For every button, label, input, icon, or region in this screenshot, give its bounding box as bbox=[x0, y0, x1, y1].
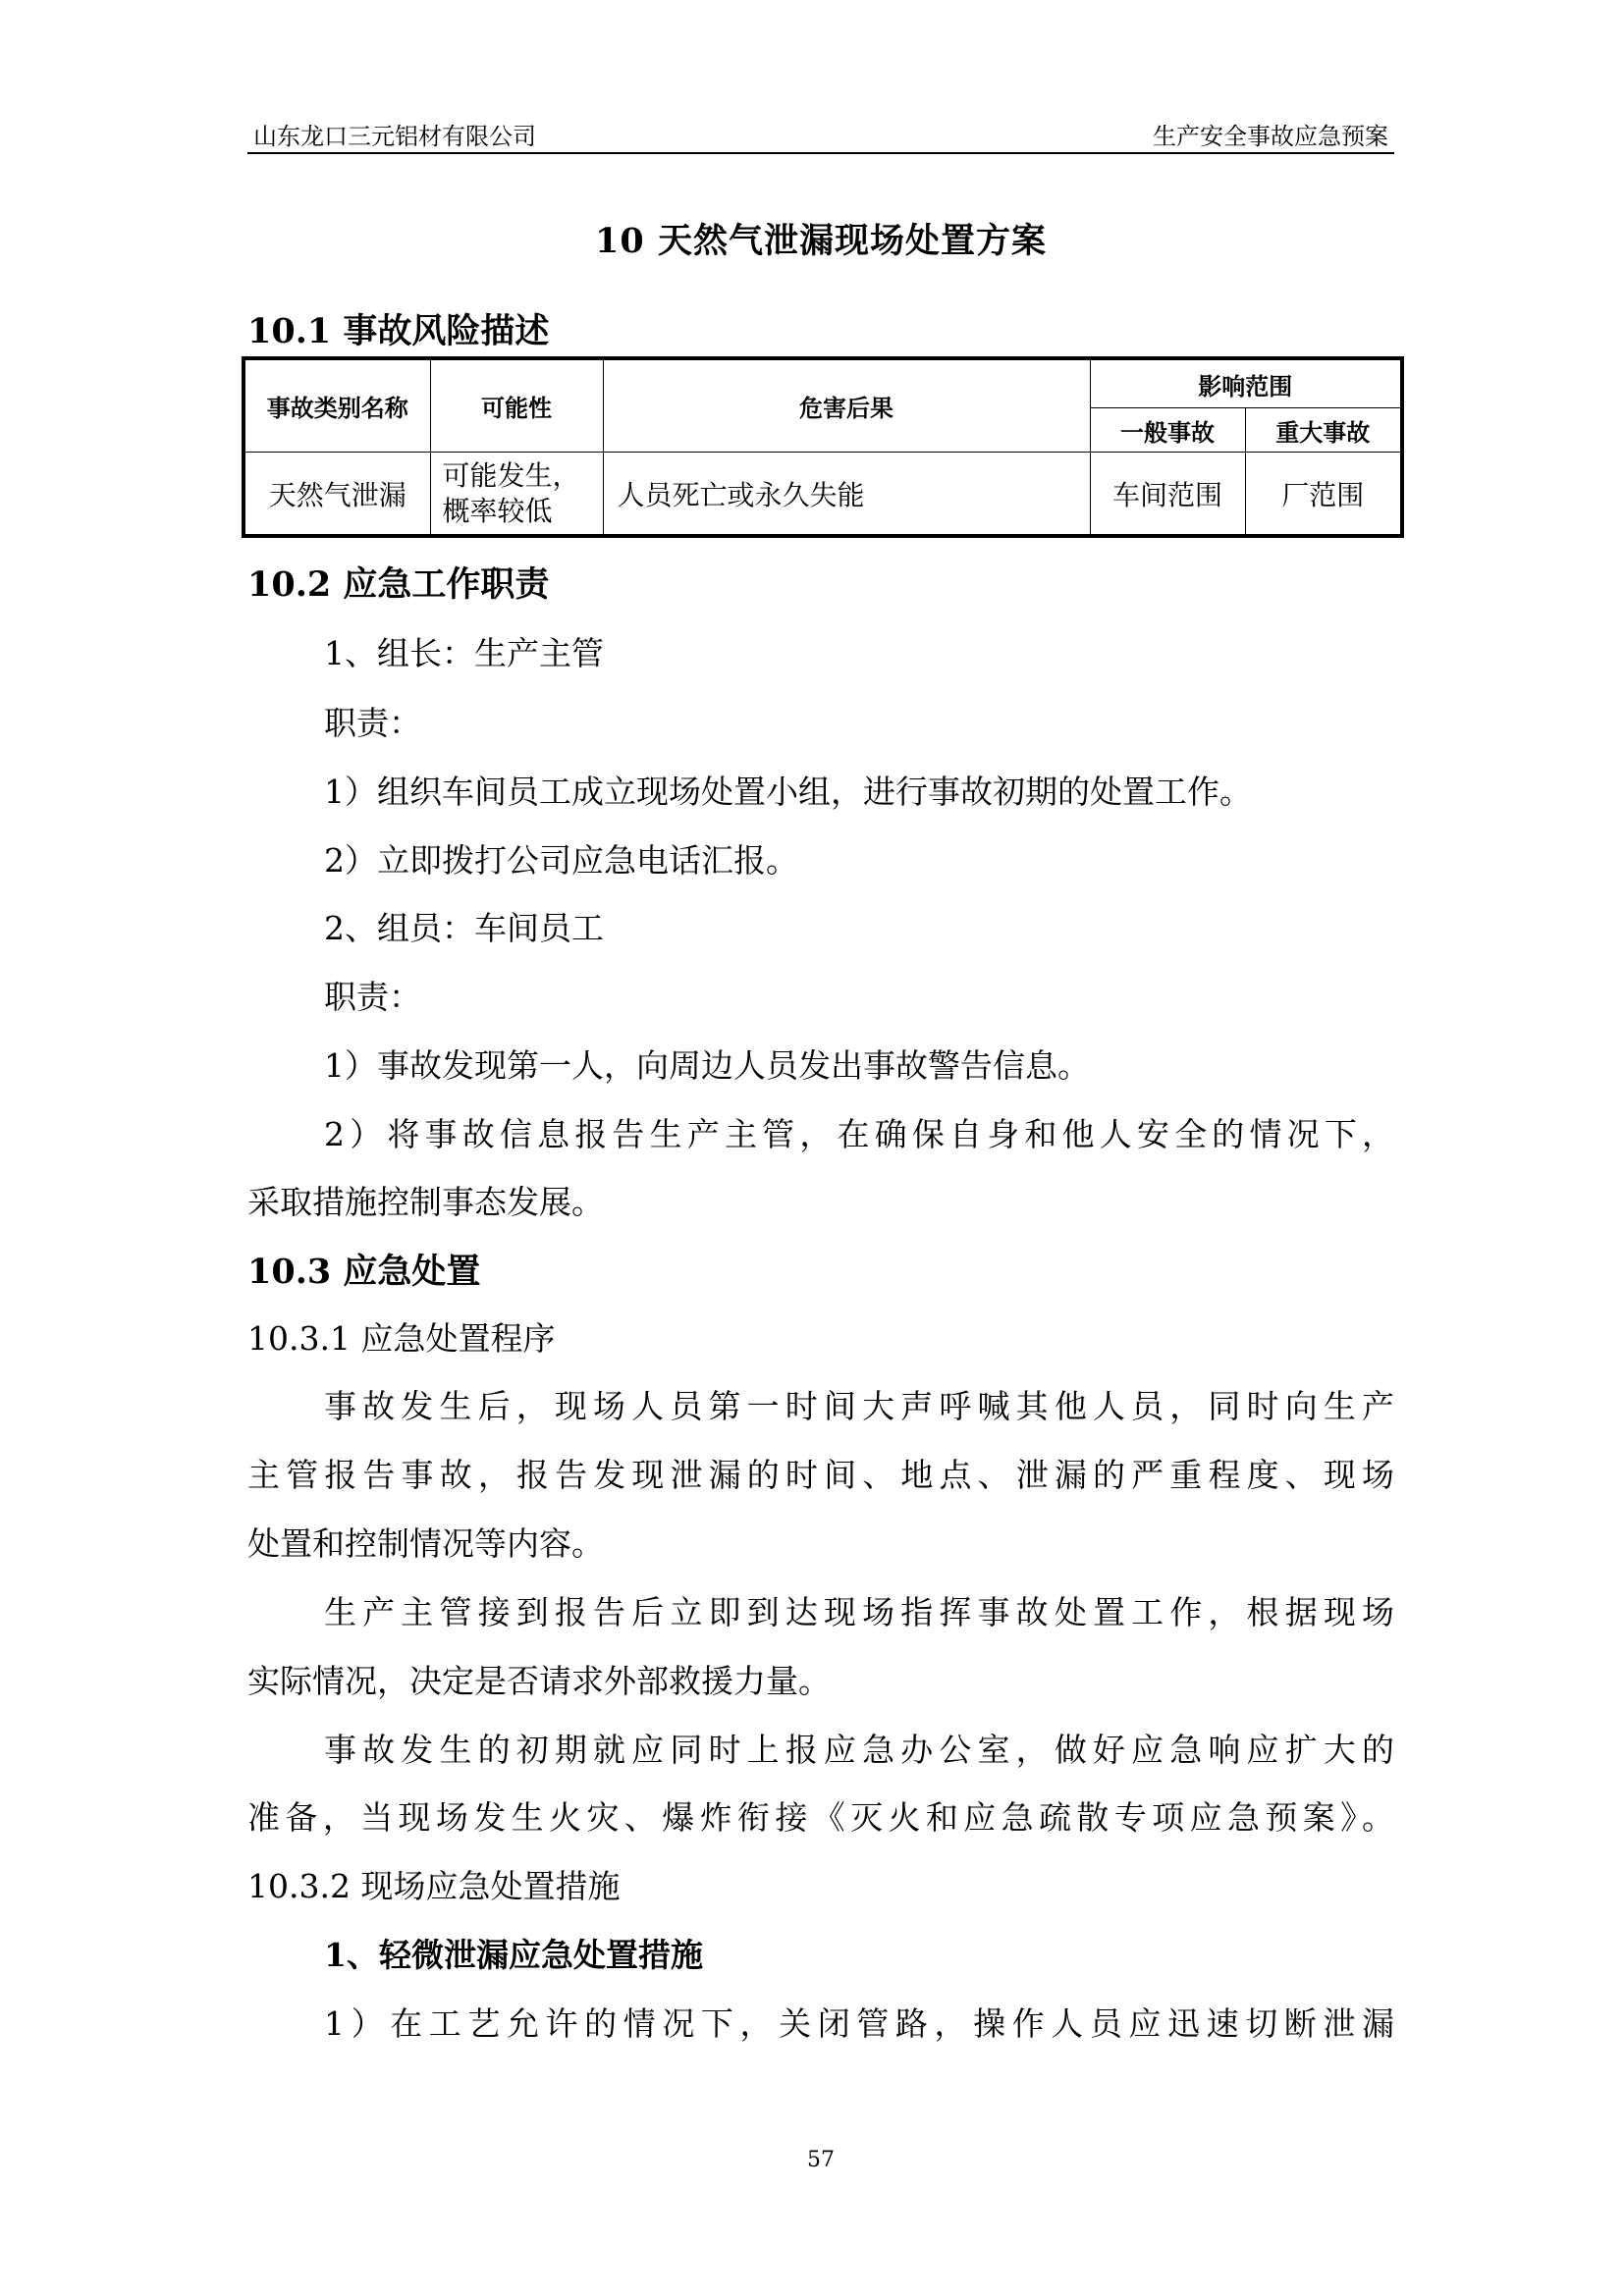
header-possibility: 可能性 bbox=[430, 358, 603, 453]
paragraph-line: 准备，当现场发生火灾、爆炸衔接《灭火和应急疏散专项应急预案》。 bbox=[247, 1798, 1394, 1837]
paragraph-line: 事故发生的初期就应同时上报应急办公室，做好应急响应扩大的 bbox=[324, 1731, 1394, 1769]
cell-general: 车间范围 bbox=[1090, 453, 1245, 536]
cell-consequence: 人员死亡或永久失能 bbox=[603, 453, 1090, 536]
table-row bbox=[244, 453, 1402, 536]
risk-table bbox=[242, 356, 1404, 538]
header-doc-title: 生产安全事故应急预案 bbox=[1153, 123, 1388, 150]
subsection-10-3-2-heading: 10.3.2 现场应急处置措施 bbox=[247, 1867, 621, 1905]
paragraph-line: 生产主管接到报告后立即到达现场指挥事故处置工作，根据现场 bbox=[324, 1593, 1394, 1631]
page-title: 10 天然气泄漏现场处置方案 bbox=[595, 221, 1047, 261]
paragraph-line: 2、组员：车间员工 bbox=[324, 909, 604, 947]
section-10-2-heading: 10.2 应急工作职责 bbox=[247, 564, 550, 605]
paragraph-line: 处置和控制情况等内容。 bbox=[247, 1524, 604, 1563]
paragraph-line: 采取措施控制事态发展。 bbox=[247, 1183, 604, 1221]
cell-major: 厂范围 bbox=[1245, 453, 1402, 536]
page-number: 57 bbox=[807, 2148, 835, 2172]
header-general: 一般事故 bbox=[1090, 408, 1245, 453]
paragraph-line: 职责： bbox=[324, 978, 421, 1016]
paragraph-line: 实际情况，决定是否请求外部救援力量。 bbox=[247, 1662, 831, 1700]
paragraph-line: 1）组织车间员工成立现场处置小组，进行事故初期的处置工作。 bbox=[324, 773, 1252, 811]
paragraph-line: 2）将事故信息报告生产主管，在确保自身和他人安全的情况下， bbox=[324, 1115, 1394, 1153]
bold-item-heading: 1、轻微泄漏应急处置措施 bbox=[324, 1936, 703, 1974]
header-scope: 影响范围 bbox=[1090, 358, 1402, 408]
paragraph-line: 1）事故发现第一人，向周边人员发出事故警告信息。 bbox=[324, 1046, 1090, 1085]
paragraph-line: 1、组长：生产主管 bbox=[324, 634, 604, 672]
paragraph-line: 职责： bbox=[324, 704, 421, 742]
subsection-10-3-1-heading: 10.3.1 应急处置程序 bbox=[247, 1319, 556, 1358]
section-10-3-heading: 10.3 应急处置 bbox=[247, 1252, 481, 1292]
section-10-1-heading: 10.1 事故风险描述 bbox=[247, 311, 550, 351]
cell-possibility bbox=[430, 453, 603, 536]
header-major: 重大事故 bbox=[1245, 408, 1402, 453]
cell-possibility-line2: 概率较低 bbox=[442, 494, 553, 527]
header-consequence: 危害后果 bbox=[603, 358, 1090, 453]
cell-possibility-line1: 可能发生， bbox=[442, 458, 580, 492]
cell-type: 天然气泄漏 bbox=[244, 453, 430, 536]
page-header bbox=[247, 113, 1394, 154]
header-company: 山东龙口三元铝材有限公司 bbox=[253, 123, 536, 150]
paragraph-line: 主管报告事故，报告发现泄漏的时间、地点、泄漏的严重程度、现场 bbox=[247, 1456, 1394, 1494]
paragraph-line: 事故发生后，现场人员第一时间大声呼喊其他人员，同时向生产 bbox=[324, 1387, 1394, 1425]
paragraph-line: 2）立即拨打公司应急电话汇报。 bbox=[324, 841, 798, 880]
paragraph-line: 1）在工艺允许的情况下，关闭管路，操作人员应迅速切断泄漏 bbox=[324, 2004, 1394, 2043]
header-type: 事故类别名称 bbox=[244, 358, 430, 453]
